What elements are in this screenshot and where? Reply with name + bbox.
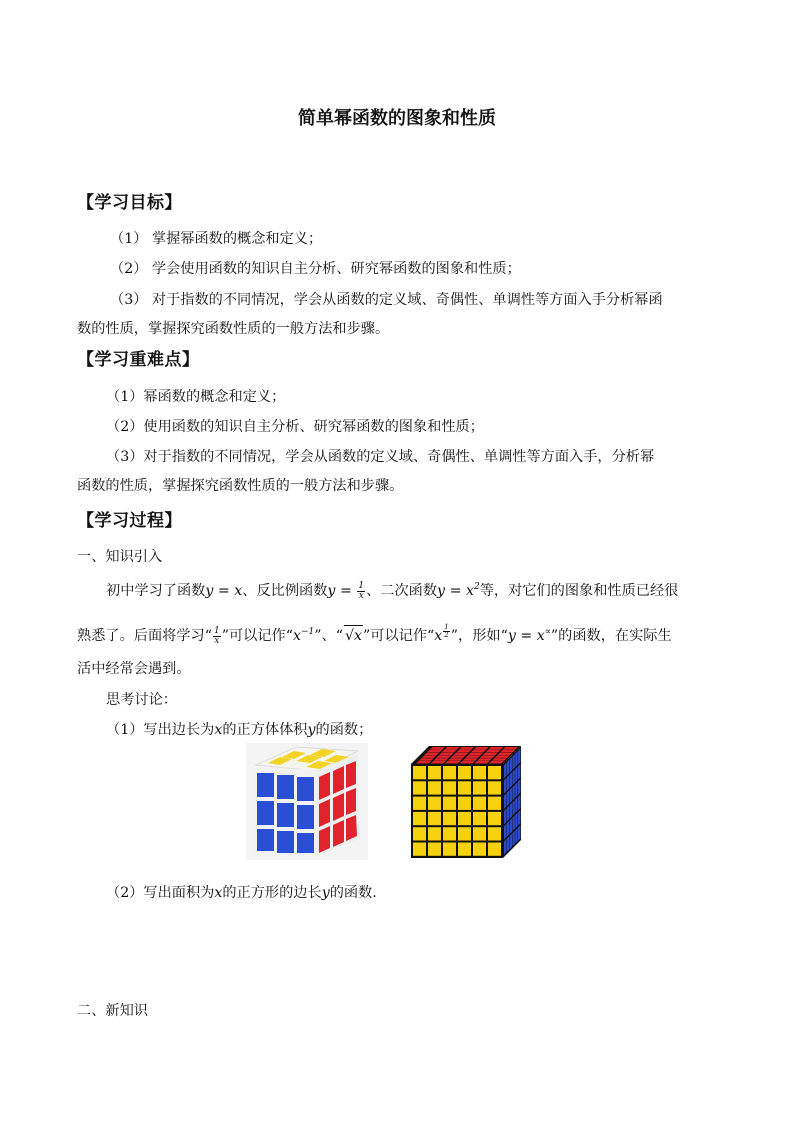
think-discuss-label: 思考讨论： [106, 692, 177, 708]
math-x-neg-1: $x^{-1}$ [292, 627, 315, 644]
goal-item-3-cont: 数的性质，掌握探究函数性质的一般方法和步骤。 [77, 321, 390, 337]
text-run: 熟悉了。后面将学习“ [77, 628, 212, 644]
section-heading-keys: 【学习重难点】 [77, 350, 200, 370]
question-1: （1）写出边长为x的正方体体积y的函数； [106, 722, 373, 738]
text-run: ”、“ [314, 628, 343, 644]
key-item-1: （1）幂函数的概念和定义； [106, 389, 286, 405]
text-run: 、反比例函数 [242, 583, 328, 599]
intro-paragraph-line-3: 活中经常会遇到。 [77, 661, 191, 677]
part-heading-intro: 一、知识引入 [77, 549, 163, 565]
math-y-eq-x-squared: $y = x^2$ [437, 582, 480, 599]
math-x-half: x $^{\frac{1}{2}}$ [434, 623, 449, 644]
math-1-over-x: $\frac{1}{x}$ [213, 625, 220, 646]
text-run: 初中学习了函数 [106, 583, 206, 599]
key-item-3: （3）对于指数的不同情况，学会从函数的定义域、奇偶性、单调性等方面入手，分析幂 [106, 449, 655, 465]
section-heading-process: 【学习过程】 [77, 511, 182, 531]
key-item-3-cont: 函数的性质，掌握探究函数性质的一般方法和步骤。 [77, 478, 404, 494]
math-y-eq-x-alpha: y = x∝ [507, 627, 551, 644]
part-heading-new-knowledge: 二、新知识 [77, 1003, 148, 1019]
key-item-2: （2）使用函数的知识自主分析、研究幂函数的图象和性质； [106, 419, 484, 435]
text-run: ”的函数，在实际生 [550, 628, 672, 644]
text-run: 、二次函数 [366, 583, 438, 599]
section-heading-goals: 【学习目标】 [77, 193, 182, 213]
goal-item-2: （2） 学会使用函数的知识自主分析、研究幂函数的图象和性质； [110, 261, 521, 277]
intro-paragraph-line-1 [106, 577, 678, 601]
rubiks-cube-6x6-image [411, 746, 521, 858]
question-2: （2）写出面积为x的正方形的边长y的函数. [106, 885, 377, 901]
math-sqrt-x: √x [344, 625, 363, 646]
text-run: ”可以记作“ [221, 628, 293, 644]
intro-paragraph-line-2 [77, 622, 672, 646]
goal-item-3: （3） 对于指数的不同情况，学会从函数的定义域、奇偶性、单调性等方面入手分析幂函 [110, 292, 663, 308]
rubiks-cube-3x3-image [246, 743, 368, 860]
text-run: 等，对它们的图象和性质已经很 [479, 583, 679, 599]
math-y-eq-1-over-x: y = $\frac{1}{x}$ [327, 580, 365, 601]
math-y-eq-x: y = x [205, 583, 243, 599]
goal-item-1: （1） 掌握幂函数的概念和定义； [110, 231, 323, 247]
text-run: ”可以记作“ [363, 628, 435, 644]
page-title: 简单幂函数的图象和性质 [298, 108, 496, 129]
text-run: ”，形如“ [450, 628, 508, 644]
